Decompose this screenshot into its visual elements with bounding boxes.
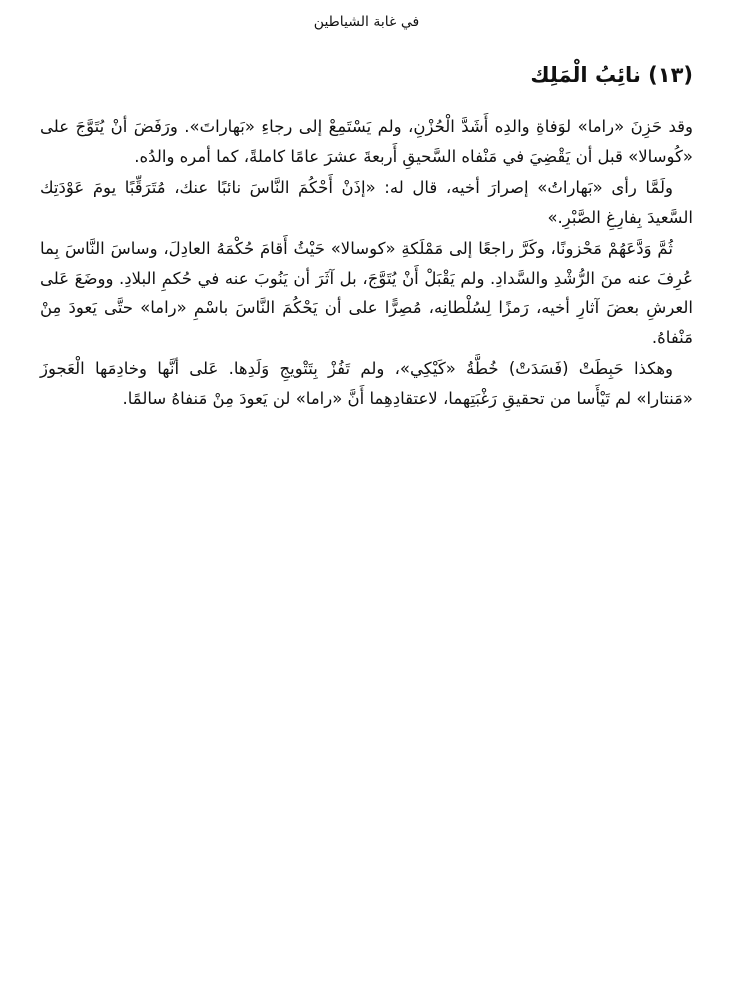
paragraph-1: وقد حَزِنَ «راما» لوَفاةِ والدِه أَشَدَّ الْحُزْنِ، ولم يَسْتَمِعْ إلى رجاءِ «بَهاراتَ». ورَفَضَ أنْ يُتَوَّجَ على «كُوسالا» قبل أن يَقْضِيَ في مَنْفاه السَّحيقِ أَربعةَ عشرَ عامًا كاملةً، كما أمره والدُه. — [40, 117, 693, 166]
paragraph-3: ثُمَّ وَدَّعَهُمْ مَحْزونًا، وكَرَّ راجعًا إلى مَمْلَكةِ «كوسالا» حَيْثُ أَقامَ حُكْمَهُ العادِلَ، وساسَ النَّاسَ بِما عُرِفَ عنه منَ الرُّشْدِ والسَّدادِ. ولم يَقْبَلْ أَنْ يُتَوَّجَ، بل آثَرَ أن يَنُوبَ عنه في حُكمِ البلادِ. ووضَعَ عَلى العرشِ بعضَ آثارِ أخيه، رَمزًا لِسُلْطانِه، مُصِرًّا على أن يَحْكُمَ النَّاسَ باسْمِ «راما» حتَّى يَعودَ مِنْ مَنْفاهُ. — [40, 239, 693, 347]
body-text — [40, 112, 693, 415]
paragraph-2: ولَمَّا رأى «بَهاراتُ» إصرارَ أخيه، قال له: «إذَنْ أَحْكُمَ النَّاسَ نائبًا عنك، مُتَرَقِّبًا يومَ عَوْدَتِك السَّعيدَ بِفارِغِ الصَّبْرِ.» — [40, 178, 693, 227]
chapter-title: (١٣) نائِبُ الْمَلِك — [530, 63, 693, 87]
running-header: في غابة الشياطين — [313, 14, 420, 30]
paragraph-4: وهكذا حَبِطَتْ (فَسَدَتْ) خُطَّةُ «كَيْكِي»، ولم تَفُزْ بِتَتْويجِ وَلَدِها. عَلى أنَّها وخادِمَها الْعَجوزَ «مَنتارا» لم تَيْأَسا من تحقيقِ رَغْبَتِهما، لاعتقادِهِما أَنَّ «راما» لن يَعودَ مِنْ مَنفاهُ سالمًا. — [40, 359, 693, 408]
